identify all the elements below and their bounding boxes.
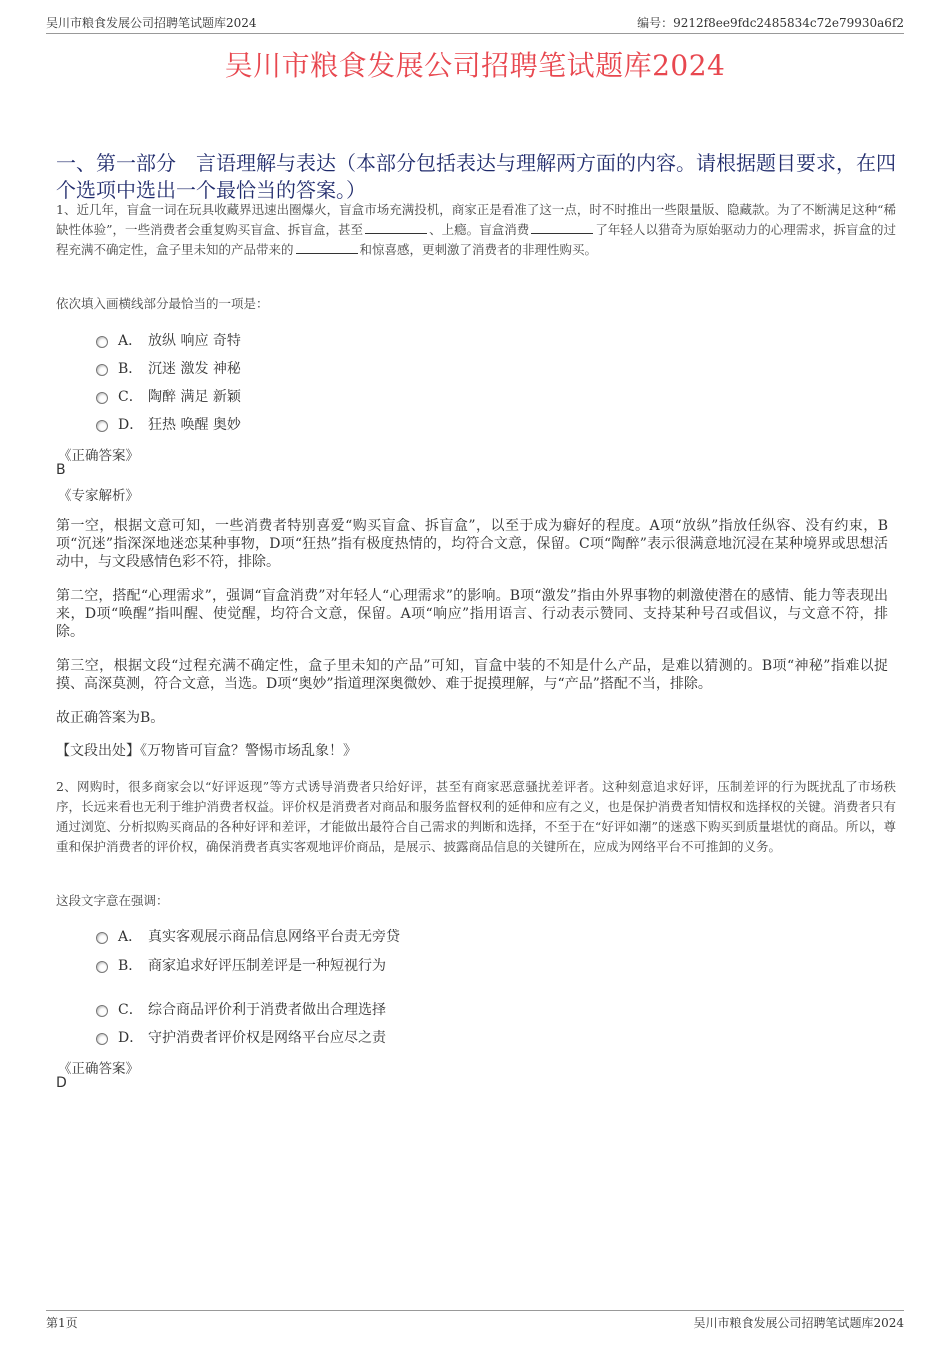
header-serial bbox=[637, 14, 904, 31]
footer-title: 吴川市粮食发展公司招聘笔试题库2024 bbox=[693, 1316, 904, 1330]
radio-icon[interactable] bbox=[96, 1005, 108, 1017]
q1-text-4: 和惊喜感，更刺激了消费者的非理性购买。 bbox=[359, 242, 598, 257]
q1-prompt: 依次填入画横线部分最恰当的一项是： bbox=[56, 296, 269, 311]
q2-answer: D bbox=[56, 1075, 67, 1091]
radio-icon[interactable] bbox=[96, 1033, 108, 1045]
q1-option-d[interactable]: D． 狂热 唤醒 奥妙 bbox=[96, 414, 241, 434]
q1-passage bbox=[56, 200, 896, 260]
q1-option-c[interactable]: C． 陶醉 满足 新颖 bbox=[96, 386, 241, 406]
q2-passage: 2、网购时，很多商家会以“好评返现”等方式诱导消费者只给好评，甚至有商家恶意骚扰差评者。这种刻意追求好评，压制差评的行为既扰乱了市场秩序，长远来看也无利于维护消费者权益。评价权是消费者对商品和服务监督权利的延伸和应有之义，也是保护消费者知情权和选择权的关键。消费者只有通过浏览、分析拟购买商品的各种好评和差评，才能做出最符合自己需求的判断和选择，不至于在“好评如潮”的迷惑下购买到质量堪忧的商品。所以，尊重和保护消费者的评价权，确保消费者真实客观地评价商品，是展示、披露商品信息的关键所在，应成为网络平台不可推卸的义务。 bbox=[56, 779, 896, 854]
q1-answer-label: 《正确答案》 bbox=[58, 448, 139, 464]
q1-answer: B bbox=[56, 462, 66, 478]
radio-icon[interactable] bbox=[96, 364, 108, 376]
radio-icon[interactable] bbox=[96, 961, 108, 973]
q1-text-1: 1、近几年，盲盒一词在玩具收藏界迅速出圈爆火，盲盒市场充满投机，商家正是看准了这一点，时不时推出一些限量版、隐藏款。为了不断满足这种“稀缺性体验”，一些消费者会重复购买盲盒、拆盲盒，甚至 bbox=[56, 202, 896, 237]
q1-option-a[interactable]: A． 放纵 响应 奇特 bbox=[96, 330, 241, 350]
footer-divider bbox=[46, 1310, 904, 1311]
q1-analysis-1: 第一空，根据文意可知，一些消费者特别喜爱“购买盲盒、拆盲盒”，以至于成为癖好的程度。A项“放纵”指放任纵容、没有约束，B项“沉迷”指深深地迷恋某种事物，D项“狂热”指有极度热情的，均符合文意，保留。C项“陶醉”表示很满意地沉浸在某种境界或思想活动中，与文段感情色彩不符，排除。 bbox=[56, 518, 888, 570]
q2-option-b[interactable]: B． 商家追求好评压制差评是一种短视行为 bbox=[96, 955, 386, 975]
q1-analysis-3: 第三空，根据文段“过程充满不确定性，盒子里未知的产品”可知，盲盒中装的不知是什么产品，是难以猜测的。B项“神秘”指难以捉摸、高深莫测，符合文意，当选。D项“奥妙”指道理深奥微妙、难于捉摸理解，与“产品”搭配不当，排除。 bbox=[56, 658, 888, 692]
q1-analysis-2: 第二空，搭配“心理需求”，强调“盲盒消费”对年轻人“心理需求”的影响。B项“激发”指由外界事物的刺激使潜在的感情、能力等表现出来，D项“唤醒”指叫醒、使觉醒，均符合文意，保留。A项“响应”指用语言、行动表示赞同、支持某种号召或倡议，与文意不符，排除。 bbox=[56, 588, 888, 640]
section-heading: 一、第一部分 言语理解与表达（本部分包括表达与理解两方面的内容。请根据题目要求，在四个选项中选出一个最恰当的答案。） bbox=[56, 151, 896, 202]
q1-text-2: 、上瘾。盲盒消费 bbox=[429, 222, 530, 237]
q1-option-b[interactable]: B． 沉迷 激发 神秘 bbox=[96, 358, 241, 378]
q1-source: 【文段出处】《万物皆可盲盒？警惕市场乱象！》 bbox=[56, 743, 357, 759]
header-title: 吴川市粮食发展公司招聘笔试题库2024 bbox=[46, 16, 257, 30]
radio-icon[interactable] bbox=[96, 420, 108, 432]
radio-icon[interactable] bbox=[96, 336, 108, 348]
footer-page-number: 第1页 bbox=[46, 1316, 78, 1330]
q1-analysis-label: 《专家解析》 bbox=[58, 488, 139, 504]
header-divider bbox=[46, 33, 904, 34]
header-serial-value: 9212f8ee9fdc2485834c72e79930a6f2 bbox=[673, 16, 904, 30]
q2-prompt: 这段文字意在强调： bbox=[56, 893, 169, 908]
page-title: 吴川市粮食发展公司招聘笔试题库2024 bbox=[224, 49, 726, 82]
q1-blank-2 bbox=[531, 221, 593, 234]
header-serial-label: 编号： bbox=[637, 16, 674, 30]
radio-icon[interactable] bbox=[96, 932, 108, 944]
q1-blank-1 bbox=[365, 221, 427, 234]
q2-option-a[interactable]: A． 真实客观展示商品信息网络平台责无旁贷 bbox=[96, 926, 400, 946]
q1-analysis-4: 故正确答案为B。 bbox=[56, 710, 165, 726]
q2-option-c[interactable]: C． 综合商品评价利于消费者做出合理选择 bbox=[96, 999, 386, 1019]
q1-text-3: 了年轻人以猎奇为原始驱动力的心理需求，拆盲盒的过程充满不确定性，盒子里未知的产品带来的 bbox=[56, 222, 896, 257]
radio-icon[interactable] bbox=[96, 392, 108, 404]
q2-option-d[interactable]: D． 守护消费者评价权是网络平台应尽之责 bbox=[96, 1027, 386, 1047]
q1-blank-3 bbox=[296, 241, 358, 254]
q2-answer-label: 《正确答案》 bbox=[58, 1061, 139, 1077]
